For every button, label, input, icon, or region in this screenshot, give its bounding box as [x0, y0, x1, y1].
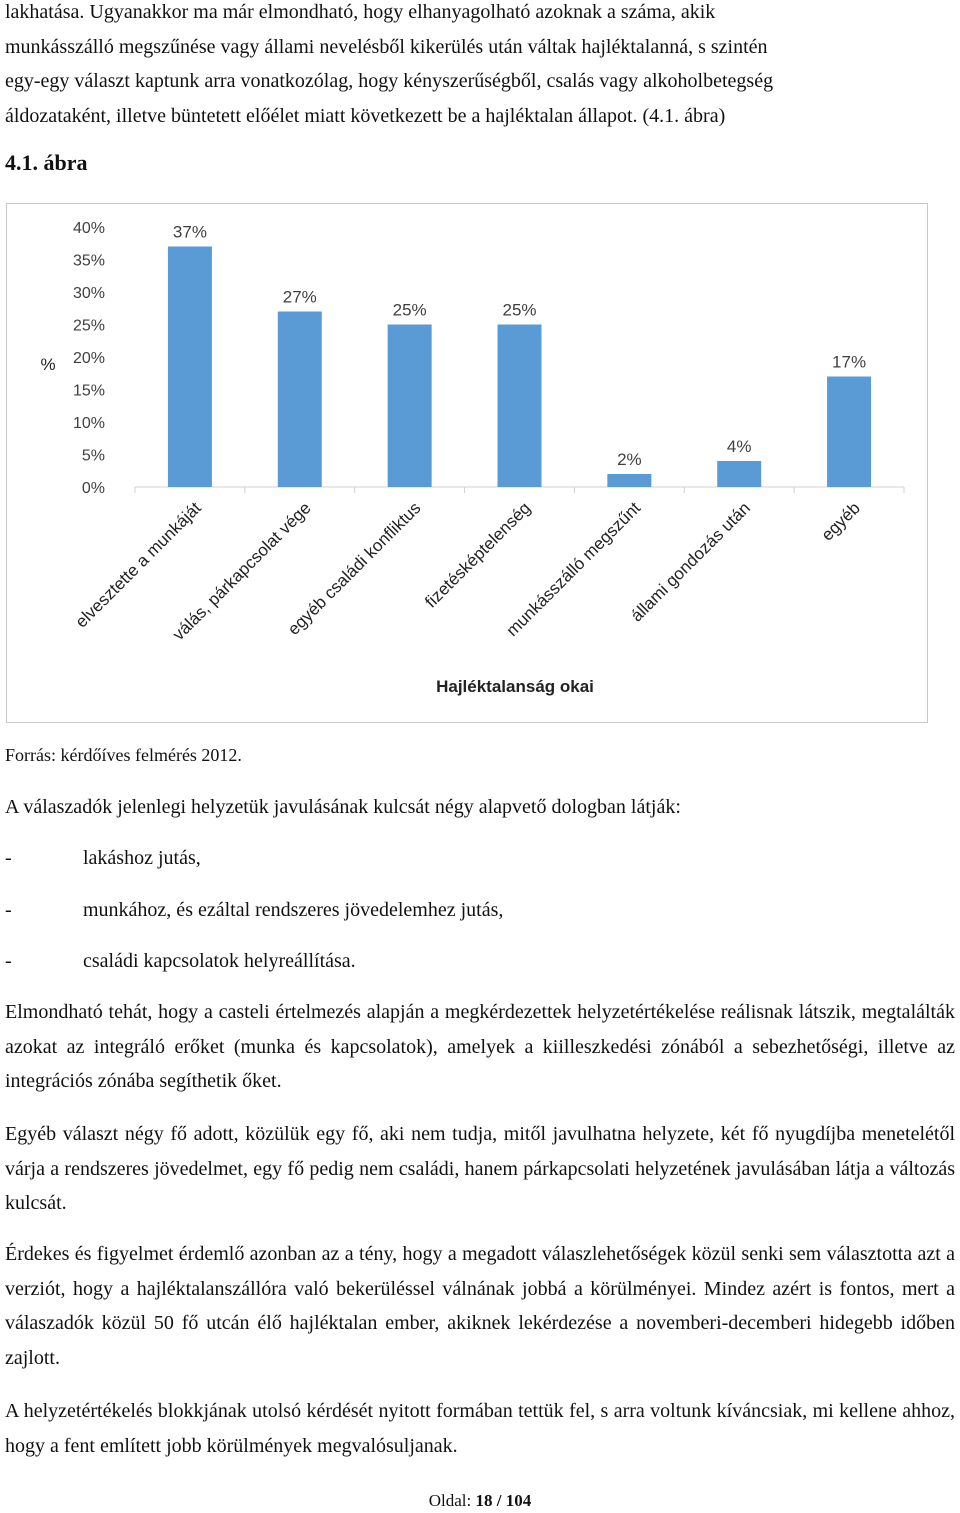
- list-item: [5, 946, 356, 976]
- category-label: elvesztette a munkáját: [71, 498, 205, 632]
- data-label: 37%: [172, 222, 207, 242]
- data-label: 25%: [502, 300, 537, 320]
- list-item-text: lakáshoz jutás,: [83, 847, 201, 869]
- y-tick-label: 15%: [72, 382, 105, 400]
- body-paragraph: A helyzetértékelés blokkjának utolsó kérdését nyitott formában tettük fel, s arra voltunk kíváncsiak, mi kellene ahhoz, hogy a fent említett jobb körülmények megvalósuljanak.: [5, 1400, 955, 1457]
- data-label: 25%: [392, 300, 427, 320]
- data-label: 17%: [832, 352, 867, 372]
- list-item-text: családi kapcsolatok helyreállítása.: [83, 950, 356, 972]
- y-tick-label: 30%: [72, 285, 105, 302]
- page-footer: [0, 1491, 960, 1511]
- body-paragraph: Egyéb választ négy fő adott, közülük egy fő, aki nem tudja, mitől javulhatna helyzete, két fő nyugdíjba menetelétől várja a rendszeres jövedelmet, egy fő pedig nem családi, hanem párkapcsolati helyzetének javulásában látja a változás kulcsát.: [5, 1123, 955, 1214]
- intro-line: áldozataként, illetve büntetett előélet miatt következett be a hajléktalan állapot. (4.1. ábra): [5, 104, 726, 127]
- list-item: [5, 895, 503, 925]
- figure-title: 4.1. ábra: [5, 150, 88, 175]
- bar: [388, 325, 432, 488]
- bar: [168, 247, 212, 488]
- body-paragraph: Elmondható tehát, hogy a casteli értelmezés alapján a megkérdezettek helyzetértékelése reálisnak látszik, megtalálták azokat az integráló erőket (munka és kapcsolatok), amelyek a kiilleszkedési zónából a sebezhetőségi, illetve az integrációs zónába segíthetik őket.: [5, 1001, 955, 1092]
- page-number: 18 / 104: [475, 1491, 532, 1510]
- lead-paragraph: A válaszadók jelenlegi helyzetük javulásának kulcsát négy alapvető dologban látják:: [5, 796, 681, 818]
- data-label: 2%: [617, 450, 642, 469]
- bar: [607, 474, 651, 487]
- category-label: egyéb családi konfliktus: [284, 498, 425, 639]
- figure-source: Forrás: kérdőíves felmérés 2012.: [5, 745, 242, 765]
- category-label: válás, párkapcsolat vége: [168, 498, 315, 645]
- intro-line: munkásszálló megszűnése vagy állami nevelésből kikerülés után váltak hajléktalanná, s szintén: [5, 35, 768, 58]
- bar: [827, 377, 871, 488]
- bar: [278, 312, 322, 488]
- list-dash: -: [5, 899, 12, 921]
- list-item: [5, 843, 201, 873]
- y-tick-label: 40%: [72, 220, 105, 237]
- bar-chart: [6, 203, 928, 723]
- body-paragraph: Érdekes és figyelmet érdemlő azonban az a tény, hogy a megadott válaszlehetőségek közül senki sem választotta azt a verziót, hogy a hajléktalanszállóra való bekerüléssel válnának jobbá a körülményei. Mindez azért is fontos, mert a válaszadók közül 50 fő utcán élő hajléktalan ember, akiknek lekérdezése a novemberi-decemberi hidegebb időben zajlott.: [5, 1243, 955, 1369]
- intro-line: egy-egy választ kaptunk arra vonatkozólag, hogy kényszerűségből, csalás vagy alkoholbetegség: [5, 70, 774, 92]
- list-item-text: munkához, és ezáltal rendszeres jövedelemhez jutás,: [83, 899, 504, 921]
- y-tick-label: 20%: [72, 350, 105, 367]
- bar: [498, 325, 542, 488]
- bar: [717, 461, 761, 487]
- list-dash: -: [5, 950, 12, 972]
- x-axis-label: Hajléktalanság okai: [436, 677, 594, 696]
- data-label: 4%: [726, 437, 752, 456]
- category-label: fizetésképtelenség: [421, 498, 535, 612]
- chart-svg: [7, 204, 927, 722]
- y-tick-label: 0%: [81, 480, 105, 497]
- intro-paragraph: [5, 0, 955, 133]
- y-axis-label: %: [40, 355, 56, 374]
- y-tick-label: 25%: [72, 317, 105, 335]
- category-label: egyéb: [817, 498, 864, 545]
- intro-line: lakhatása. Ugyanakkor ma már elmondható, hogy elhanyagolható azoknak a száma, akik: [5, 1, 716, 23]
- y-tick-label: 35%: [72, 252, 105, 270]
- footer-label: Oldal:: [428, 1491, 472, 1510]
- category-label: munkásszálló megszűnt: [502, 498, 645, 641]
- category-label: állami gondozás után: [626, 498, 755, 626]
- y-tick-label: 5%: [81, 447, 105, 465]
- y-tick-label: 10%: [72, 415, 105, 432]
- list-dash: -: [5, 847, 12, 869]
- data-label: 27%: [282, 287, 317, 307]
